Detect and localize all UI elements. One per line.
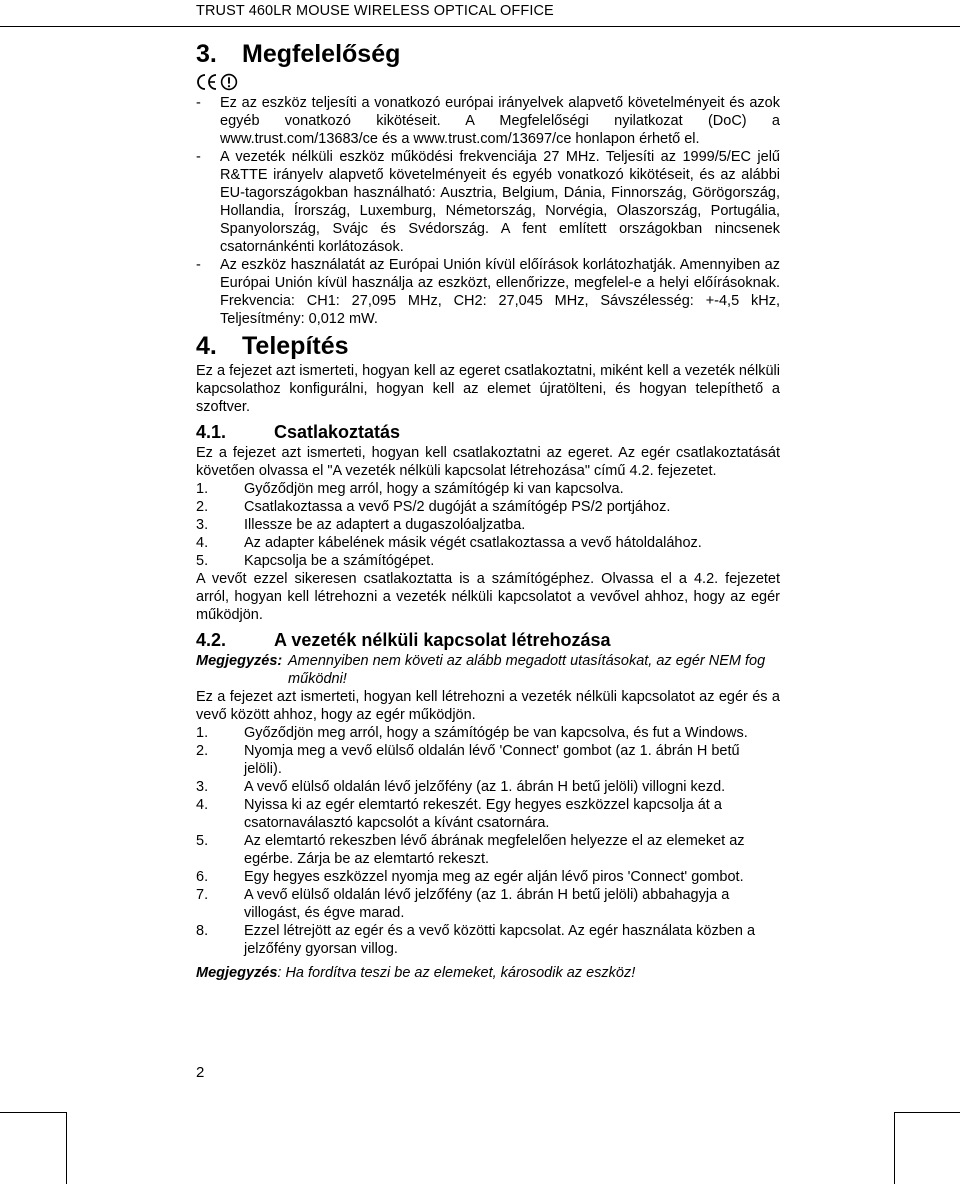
list-item: 3. A vevő elülső oldalán lévő jelzőfény (az 1. ábrán H betű jelöli) villogni kezd. xyxy=(196,779,726,795)
section-4-1-heading xyxy=(196,420,780,444)
alert-circle-icon xyxy=(220,73,238,91)
compliance-bullet: - Az eszköz használatát az Európai Unión kívül előírások korlátozhatják. Amennyiben az Európai Unión kívül használja az eszközt, ellenőrizze, megfelel-e a helyi előírásoknak. Frekvencia: CH1: 27,095 MHz, CH2: 27,045 MHz, Sávszélesség: +-4,5 kHz, Teljesítmény: 0,012 mW. xyxy=(196,257,780,327)
battery-warning-note xyxy=(196,964,780,982)
section-title: Telepítés xyxy=(242,332,349,360)
note-label: Megjegyzés xyxy=(196,965,278,981)
list-item: 6. Egy hegyes eszközzel nyomja meg az egér alján lévő piros 'Connect' gombot. xyxy=(196,869,744,885)
section-title: Megfelelőség xyxy=(242,40,401,68)
section-4-2-heading xyxy=(196,628,780,652)
section-4-heading xyxy=(196,330,780,362)
list-item: 8. Ezzel létrejött az egér és a vevő közötti kapcsolat. Az egér használata közben a jelzőfény gyorsan villog. xyxy=(196,923,756,957)
list-item: 4. Nyissa ki az egér elemtartó rekeszét. Egy hegyes eszközzel kapcsolja át a csatornaválasztó kapcsolót a kívánt csatornára. xyxy=(196,797,722,831)
list-item: 2. Csatlakoztassa a vevő PS/2 dugóját a számítógép PS/2 portjához. xyxy=(196,499,671,515)
page-content xyxy=(196,38,780,982)
section-number: 3. xyxy=(196,40,217,68)
compliance-bullet: - Ez az eszköz teljesíti a vonatkozó európai irányelvek alapvető követelményeit és azok egyéb vonatkozó kikötéseit. A Megfelelőségi nyilatkozat (DoC) a www.trust.com/13683/ce és a www.trust.com/13697/ce honlapon érhető el. xyxy=(196,95,780,147)
list-item: 3. Illessze be az adaptert a dugaszolóaljzatba. xyxy=(196,517,526,533)
list-item: 7. A vevő elülső oldalán lévő jelzőfény (az 1. ábrán H betű jelöli) abbahagyja a villogást, és égve marad. xyxy=(196,887,730,921)
list-item: 5. Kapcsolja be a számítógépet. xyxy=(196,553,435,569)
note-label: Megjegyzés: xyxy=(196,653,283,669)
section-4-1-intro: Ez a fejezet azt ismerteti, hogyan kell csatlakoztatni az egeret. Az egér csatlakoztatását követően olvassa el "A vezeték nélküli kapcsolat létrehozása" című 4.2. fejezetet. xyxy=(196,445,780,479)
compliance-bullet: - A vezeték nélküli eszköz működési frekvenciája 27 MHz. Teljesíti az 1999/5/EC jelű R&TTE irányelv alapvető követelményeit és egyéb vonatkozó kikötéseit, és az alábbi EU-tagországokban használható: Ausztria, Belgium, Dánia, Finnország, Görögország, Hollandia, Írország, Luxemburg, Németország, Norvégia, Olaszország, Portugália, Spanyolország, Svájc és Svédország. A fent említett országokban nincsenek csatornánkénti korlátozások. xyxy=(196,149,780,255)
crop-mark xyxy=(894,1112,960,1114)
section-title: Csatlakoztatás xyxy=(274,422,401,442)
crop-mark xyxy=(66,1112,68,1184)
compliance-marks xyxy=(196,70,780,94)
pairing-steps-list xyxy=(196,724,780,958)
section-number: 4. xyxy=(196,332,217,360)
crop-mark xyxy=(0,1112,66,1114)
list-item: 2. Nyomja meg a vevő elülső oldalán lévő 'Connect' gombot (az 1. ábrán H betű jelöli). xyxy=(196,743,740,777)
header-title: TRUST 460LR MOUSE WIRELESS OPTICAL OFFICE xyxy=(196,3,554,19)
note-text: Amennyiben nem követi az alább megadott utasításokat, az egér NEM fog működni! xyxy=(288,653,766,687)
section-4-intro: Ez a fejezet azt ismerteti, hogyan kell az egeret csatlakoztatni, miként kell a vezeték nélküli kapcsolathoz konfigurálni, hogyan kell az elemet újratölteni, és hogyan telepíthető a szoftver. xyxy=(196,363,780,415)
section-3-heading xyxy=(196,38,780,70)
section-number: 4.1. xyxy=(196,422,227,442)
section-4-2-intro: Ez a fejezet azt ismerteti, hogyan kell létrehozni a vezeték nélküli kapcsolatot az egér és a vevő között ahhoz, hogy az egér működjön. xyxy=(196,689,780,723)
connect-steps-list xyxy=(196,480,780,570)
list-item: 1. Győződjön meg arról, hogy a számítógép ki van kapcsolva. xyxy=(196,481,624,497)
warning-note xyxy=(196,652,780,688)
note-text: : Ha fordítva teszi be az elemeket, károsodik az eszköz! xyxy=(277,965,636,981)
running-header xyxy=(0,0,960,27)
section-title: A vezeték nélküli kapcsolat létrehozása xyxy=(274,630,611,650)
list-item: 1. Győződjön meg arról, hogy a számítógép be van kapcsolva, és fut a Windows. xyxy=(196,725,748,741)
ce-mark-icon xyxy=(196,73,218,91)
section-number: 4.2. xyxy=(196,630,227,650)
list-item: 4. Az adapter kábelének másik végét csatlakoztassa a vevő hátoldalához. xyxy=(196,535,702,551)
crop-mark xyxy=(894,1112,896,1184)
page-number: 2 xyxy=(196,1064,205,1081)
list-item: 5. Az elemtartó rekeszben lévő ábrának megfelelően helyezze el az elemeket az egérbe. Zárja be az elemtartó rekeszt. xyxy=(196,833,745,867)
section-4-1-outro: A vevőt ezzel sikeresen csatlakoztatta is a számítógéphez. Olvassa el a 4.2. fejezetet arról, hogyan kell létrehozni a vezeték nélküli kapcsolatot a vevővel ahhoz, hogy az egér működjön. xyxy=(196,571,780,623)
